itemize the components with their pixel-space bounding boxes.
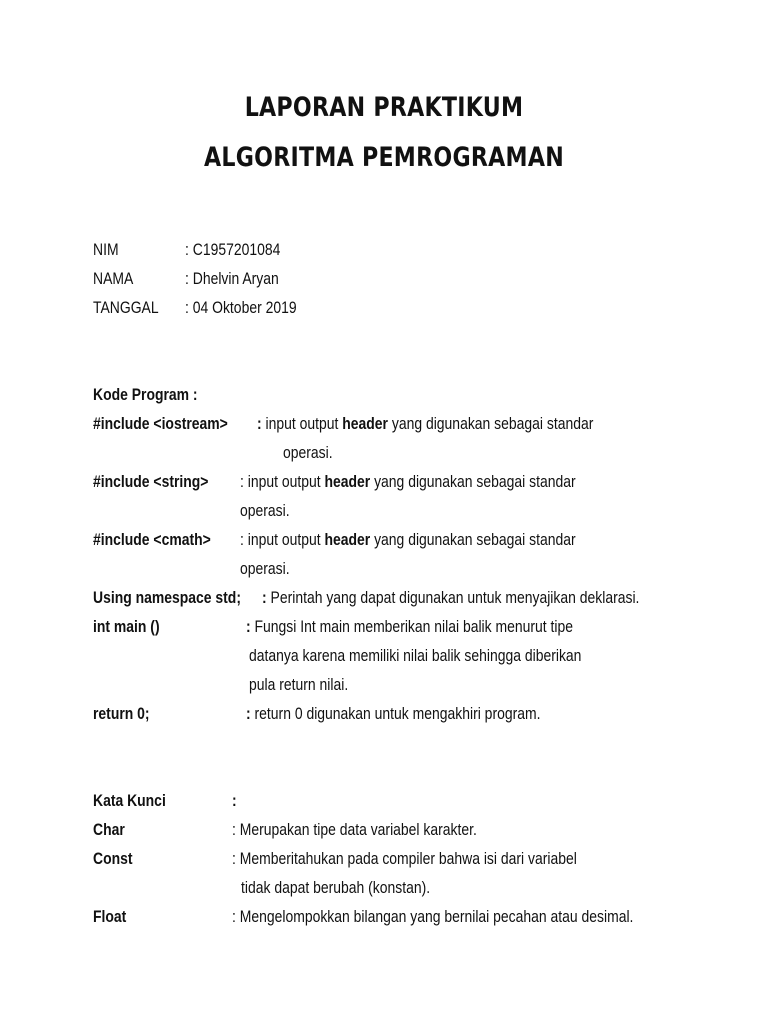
tanggal-label: TANGGAL bbox=[93, 298, 159, 317]
keyword-char-desc: : Merupakan tipe data variabel karakter. bbox=[232, 820, 477, 839]
keyword-float-desc: : Mengelompokkan bilangan yang bernilai pecahan atau desimal. bbox=[232, 907, 634, 926]
colon: : bbox=[262, 588, 267, 607]
keyword-const-desc-cont: tidak dapat berubah (konstan). bbox=[241, 878, 431, 897]
code-key-return: return 0; bbox=[93, 704, 150, 723]
code-key-iostream: #include <iostream> bbox=[93, 414, 228, 433]
nama-label: NAMA bbox=[93, 269, 134, 288]
desc-bold: header bbox=[342, 414, 388, 433]
kode-program-heading: Kode Program : bbox=[93, 385, 198, 404]
code-desc-main bbox=[246, 617, 573, 637]
desc-post: yang digunakan sebagai standar bbox=[370, 530, 576, 549]
colon: : bbox=[240, 472, 244, 491]
nim-value: : C1957201084 bbox=[185, 240, 281, 259]
code-desc-iostream-cont: operasi. bbox=[283, 443, 333, 462]
code-desc-return bbox=[246, 704, 540, 724]
keyword-const: Const bbox=[93, 849, 133, 868]
keyword-float: Float bbox=[93, 907, 127, 926]
colon: : bbox=[246, 617, 251, 636]
desc-bold: header bbox=[324, 530, 371, 549]
report-title: LAPORAN PRAKTIKUM bbox=[244, 92, 524, 123]
code-key-namespace: Using namespace std; bbox=[93, 588, 241, 607]
code-desc-cmath-cont: operasi. bbox=[240, 559, 290, 578]
report-subtitle: ALGORITMA PEMROGRAMAN bbox=[204, 142, 564, 173]
desc-bold: header bbox=[324, 472, 371, 491]
colon: : bbox=[246, 704, 251, 723]
code-desc-main-cont2: pula return nilai. bbox=[249, 675, 349, 694]
code-desc-cmath bbox=[240, 530, 576, 550]
desc-post: yang digunakan sebagai standar bbox=[370, 472, 576, 491]
code-desc-iostream bbox=[257, 414, 593, 434]
keyword-const-desc: : Memberitahukan pada compiler bahwa isi dari variabel bbox=[232, 849, 577, 868]
desc-text: return 0 digunakan untuk mengakhiri program. bbox=[254, 704, 541, 723]
code-desc-string-cont: operasi. bbox=[240, 501, 290, 520]
desc-post: yang digunakan sebagai standar bbox=[387, 414, 594, 433]
kata-kunci-colon: : bbox=[232, 791, 237, 810]
code-desc-main-cont1: datanya karena memiliki nilai balik sehingga diberikan bbox=[249, 646, 582, 665]
colon: : bbox=[257, 414, 262, 433]
code-desc-namespace bbox=[262, 588, 639, 608]
nama-value: : Dhelvin Aryan bbox=[185, 269, 279, 288]
code-key-cmath: #include <cmath> bbox=[93, 530, 211, 549]
desc-text: Perintah yang dapat digunakan untuk menyajikan deklarasi. bbox=[270, 588, 640, 607]
kata-kunci-heading: Kata Kunci bbox=[93, 791, 166, 810]
code-desc-string bbox=[240, 472, 576, 492]
desc-text: Fungsi Int main memberikan nilai balik menurut tipe bbox=[254, 617, 573, 636]
code-key-main: int main () bbox=[93, 617, 160, 636]
nim-label: NIM bbox=[93, 240, 119, 259]
keyword-char: Char bbox=[93, 820, 125, 839]
tanggal-value: : 04 Oktober 2019 bbox=[185, 298, 297, 317]
colon: : bbox=[240, 530, 244, 549]
code-key-string: #include <string> bbox=[93, 472, 209, 491]
desc-pre: input output bbox=[265, 414, 343, 433]
desc-pre: input output bbox=[247, 472, 325, 491]
desc-pre: input output bbox=[247, 530, 325, 549]
